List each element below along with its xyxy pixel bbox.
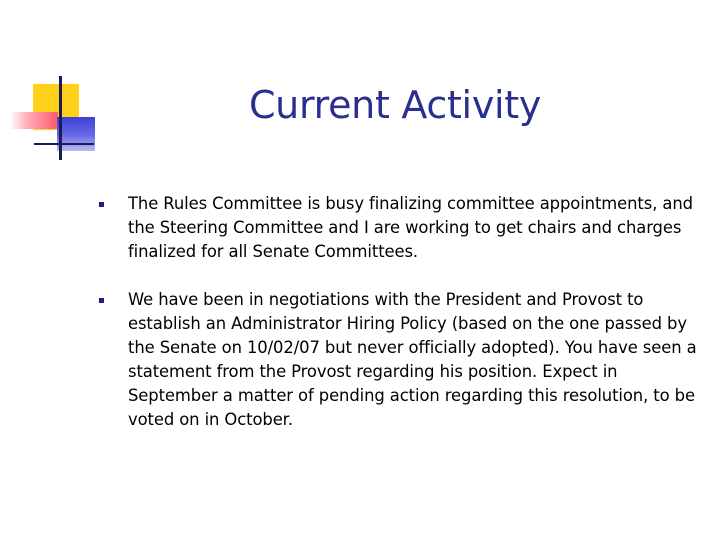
logo-blue-square	[57, 117, 95, 151]
bullet-item	[96, 288, 706, 432]
bullet-item	[96, 192, 706, 264]
four-squares-logo-icon	[0, 0, 110, 170]
bullet-list	[96, 192, 706, 456]
logo-vertical-line	[59, 76, 62, 160]
bullet-text: The Rules Committee is busy finalizing committee appointments, and the Steering Committee and I are working to get chairs and charges finalized for all Senate Committees.	[128, 194, 693, 261]
square-bullet-icon	[99, 298, 104, 303]
logo-red-bar	[10, 112, 58, 129]
bullet-text: We have been in negotiations with the President and Provost to establish an Administrator Hiring Policy (based on the one passed by the Senate on 10/02/07 but never officially adopted). You have seen a statement from the Provost regarding his position. Expect in September a matter of pending action regarding this resolution, to be voted on in October.	[128, 290, 697, 429]
slide-title: Current Activity	[248, 83, 542, 127]
logo-horizontal-line	[34, 143, 94, 145]
square-bullet-icon	[99, 202, 104, 207]
